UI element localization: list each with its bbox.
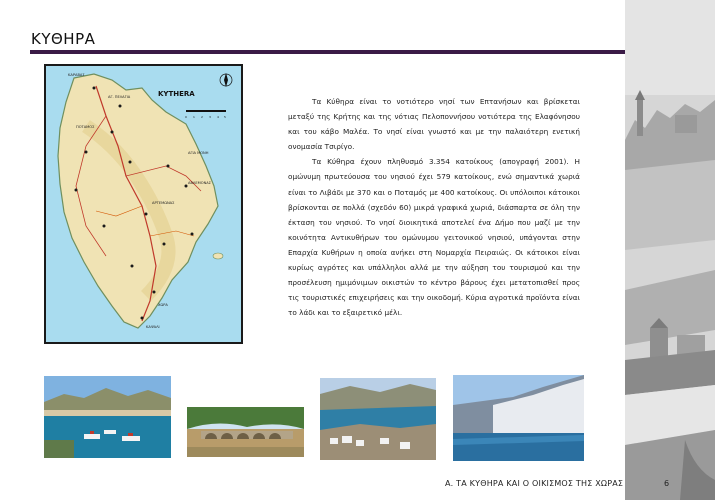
map-place-label: ΠΟΤΑΜΟΣ [76, 125, 95, 129]
paragraph: Τα Κύθηρα έχουν πληθυσμό 3.354 κατοίκους (απογραφή 2001). Η ομώνυμη πρωτεύουσα του νησιού έχει 579 κατοίκους, ενώ σημαντικά χωριά είναι το Λιβάδι με 370 και ο Ποταμός με 400 κατοίκους. Οι υπόλοιποι κάτοικοι βρίσκονται σε πολλά (σχεδόν 60) μικρά γραφικά χωριά, διάσπαρτα σε όλη την έκταση του νησιού. Το νησί διοικητικά αποτελεί ένα Δήμο που μαζί με την κοινότητα Αντικυθήρων του ομώνυμου γειτονικού νησιού, υπάγονται στην Επαρχία Κυθήρων η οποία ανήκει στη Νομαρχία Πειραιώς. Οι κάτοικοι είναι κυρίως αγρότες και υπάλληλοι αλλά με την αύξηση του τουρισμού και την προσέλευση ημιμόνιμων οικιστών το κέντρο βάρους έχει μετατοπισθεί προς τις τουριστικές επιχειρήσεις και την οικοδομή. Κύρια αγροτικά προϊόντα είναι το λάδι και το εξαιρετικό μέλι. [288, 157, 580, 318]
map-place-label: ΚΑΨΑΛΙ [146, 325, 160, 329]
svg-text:3: 3 [209, 115, 211, 119]
photo-bay-village [320, 378, 436, 460]
svg-text:1: 1 [193, 115, 195, 119]
map-place-label: ΑΒΛΕΜΟΝΑΣ [188, 181, 211, 185]
body-text [288, 94, 580, 320]
page-title: ΚΥΘΗΡΑ [31, 30, 96, 48]
paragraph: Τα Κύθηρα είναι το νοτιότερο νησί των Επτανήσων και βρίσκεται μεταξύ της Κρήτης και της νότιας Πελοποννήσου νοτιότερα της Ελαφόνησου και του κάβο Μαλέα. Το νησί είναι γνωστό και με την παλαιότερη ενετική ονομασία Τσιρίγο. [288, 97, 580, 152]
map-place-label: ΚΑΡΑΒΑΣ [68, 73, 85, 77]
svg-text:0: 0 [185, 115, 187, 119]
side-photo-illustration [625, 0, 715, 500]
map-place-label: ΑΓ. ΠΕΛΑΓΙΑ [108, 95, 131, 99]
map-island-label: KYTHERA [158, 90, 195, 98]
photo-harbor [44, 376, 171, 458]
svg-text:4: 4 [217, 115, 219, 119]
map-place-label: ΧΩΡΑ [158, 303, 168, 307]
map-place-label: ΑΓΙΑ ΜΟΝΗ [188, 151, 209, 155]
footer-chapter-title: Α. ΤΑ ΚΥΘΗΡΑ ΚΑΙ Ο ΟΙΚΙΣΜΟΣ ΤΗΣ ΧΩΡΑΣ [445, 479, 624, 488]
kythera-map [44, 64, 243, 344]
svg-text:2: 2 [201, 115, 203, 119]
map-place-label: ΑΡΤΕΜΩΝΑΣ [152, 201, 175, 205]
svg-text:5: 5 [224, 115, 226, 119]
photo-cliffs [453, 375, 584, 461]
side-photo-strip [625, 0, 715, 500]
map-illustration [46, 66, 241, 342]
photo-bridge [187, 407, 304, 457]
title-rule [30, 50, 625, 54]
page-number: 6 [664, 479, 670, 488]
